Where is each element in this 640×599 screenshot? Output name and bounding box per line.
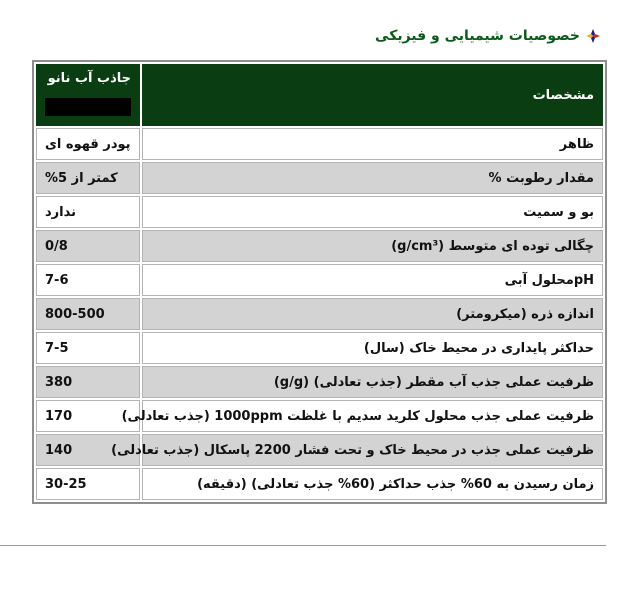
section-heading: [375, 28, 600, 44]
table-row: [36, 230, 603, 262]
row-value: پودر قهوه ای: [36, 128, 140, 160]
row-value: 380: [36, 366, 140, 398]
row-value: 30-25: [36, 468, 140, 500]
properties-table: [32, 60, 607, 504]
section-title: خصوصیات شیمیایی و فیزیکی: [375, 28, 580, 44]
row-value: 7-6: [36, 264, 140, 296]
diamond-bullet-icon: [586, 29, 600, 43]
row-property: چگالی توده ای متوسط (g/cm³): [142, 230, 603, 262]
header-product-label: جاذب آب نانو: [47, 71, 131, 86]
row-property: pHمحلول آبی: [142, 264, 603, 296]
row-property: ظرفیت عملی جذب محلول کلرید سدیم با غلظت 1000ppm (جذب تعادلی): [142, 400, 603, 432]
row-property: ظاهر: [142, 128, 603, 160]
row-property: بو و سمیت: [142, 196, 603, 228]
table-header-row: [36, 64, 603, 126]
row-value: 800-500: [36, 298, 140, 330]
table-row: [36, 298, 603, 330]
redacted-block: [45, 98, 131, 116]
row-value: 170: [36, 400, 140, 432]
header-product: [36, 64, 140, 126]
row-property: مقدار رطوبت %: [142, 162, 603, 194]
table-row: [36, 196, 603, 228]
table-row: [36, 468, 603, 500]
row-property: زمان رسیدن به 60% جذب حداکثر (60% جذب تعادلی) (دقیقه): [142, 468, 603, 500]
table-row: [36, 162, 603, 194]
table-row: [36, 264, 603, 296]
row-value: 140: [36, 434, 140, 466]
row-value: ندارد: [36, 196, 140, 228]
row-value: 0/8: [36, 230, 140, 262]
row-property: ظرفیت عملی جذب در محیط خاک و تحت فشار 2200 پاسکال (جذب تعادلی): [142, 434, 603, 466]
header-property: مشخصات: [142, 64, 603, 126]
table-row: [36, 128, 603, 160]
table-row: [36, 366, 603, 398]
row-value: 7-5: [36, 332, 140, 364]
table-row: [36, 400, 603, 432]
row-property: اندازه ذره (میکرومتر): [142, 298, 603, 330]
table-row: [36, 332, 603, 364]
row-property: حداکثر پایداری در محیط خاک (سال): [142, 332, 603, 364]
row-value: کمتر از 5%: [36, 162, 140, 194]
row-property: ظرفیت عملی جذب آب مقطر (جذب تعادلی) (g/g): [142, 366, 603, 398]
table-row: [36, 434, 603, 466]
divider: [0, 545, 606, 546]
